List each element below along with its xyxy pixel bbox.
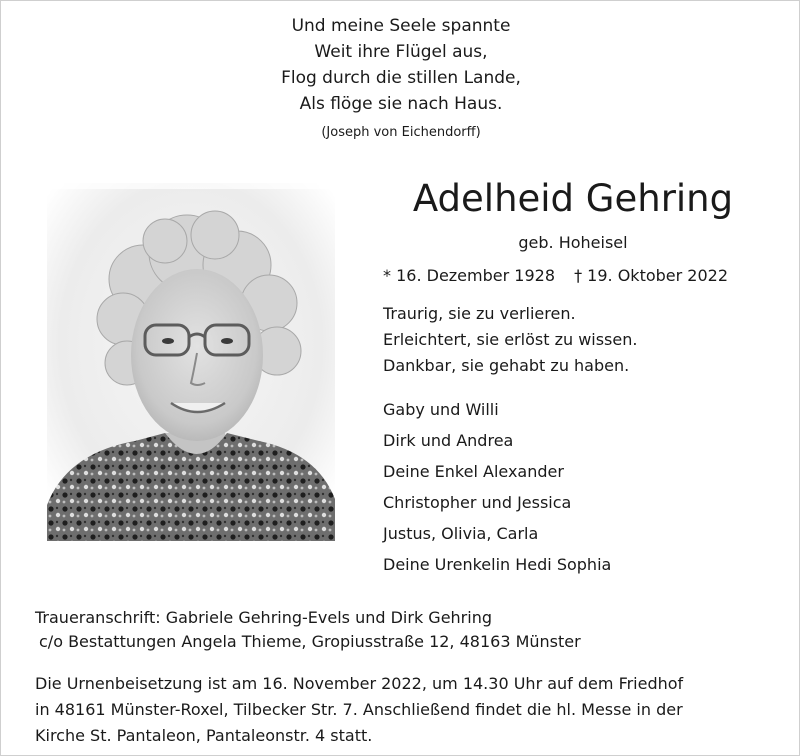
address-line: Traueranschrift: Gabriele Gehring-Evels und Dirk Gehring [35, 608, 492, 627]
mourning-saying [383, 301, 783, 379]
mourner: Deine Urenkelin Hedi Sophia [383, 555, 612, 574]
mourner: Gaby und Willi [383, 400, 499, 419]
life-dates [383, 263, 783, 289]
burial-info [35, 671, 775, 749]
burial-line: Kirche St. Pantaleon, Pantaleonstr. 4 statt. [35, 726, 373, 745]
portrait-photo [47, 183, 335, 541]
mourner: Justus, Olivia, Carla [383, 524, 539, 543]
mourner: Deine Enkel Alexander [383, 462, 564, 481]
birth-date: * 16. Dezember 1928 [383, 266, 555, 285]
poem-author: (Joseph von Eichendorff) [321, 125, 481, 140]
mourner: Dirk und Andrea [383, 431, 514, 450]
poem-line: Und meine Seele spannte [291, 16, 511, 36]
poem-line: Als flöge sie nach Haus. [299, 94, 503, 114]
birth-name: geb. Hoheisel [518, 233, 628, 252]
mourners-list [383, 394, 783, 580]
poem-line: Weit ihre Flügel aus, [314, 42, 488, 62]
address-line: c/o Bestattungen Angela Thieme, Gropiusstraße 12, 48163 Münster [39, 632, 581, 651]
saying-line: Dankbar, sie gehabt zu haben. [383, 356, 630, 375]
saying-line: Erleichtert, sie erlöst zu wissen. [383, 330, 638, 349]
deceased-name: Adelheid Gehring [412, 177, 734, 220]
burial-line: Die Urnenbeisetzung ist am 16. November 2022, um 14.30 Uhr auf dem Friedhof [35, 674, 684, 693]
mourning-address [35, 606, 775, 654]
mourner: Christopher und Jessica [383, 493, 572, 512]
burial-line: in 48161 Münster-Roxel, Tilbecker Str. 7. Anschließend findet die hl. Messe in der [35, 700, 683, 719]
poem-line: Flog durch die stillen Lande, [281, 68, 521, 88]
saying-line: Traurig, sie zu verlieren. [383, 304, 576, 323]
poem [1, 13, 800, 144]
death-date: † 19. Oktober 2022 [574, 266, 729, 285]
